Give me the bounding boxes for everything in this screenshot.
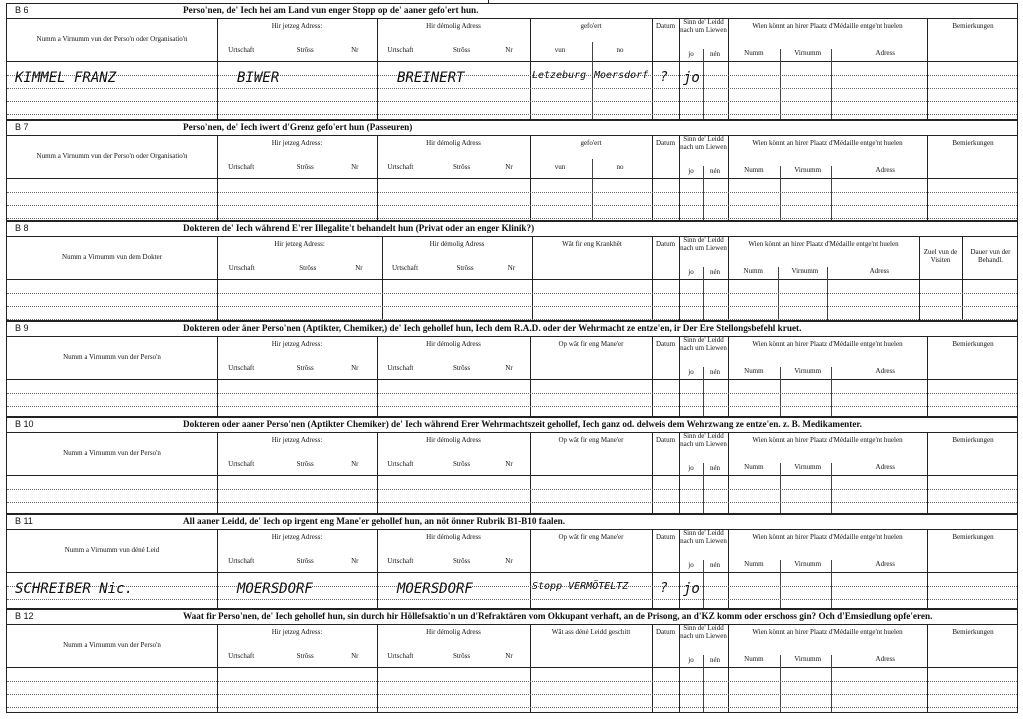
column-divider xyxy=(382,236,383,320)
column-former-address: Hir démolig Adress xyxy=(426,139,481,147)
column-divider xyxy=(679,18,680,119)
column-divider xyxy=(728,236,729,320)
column-divider xyxy=(217,18,218,119)
column-divider xyxy=(652,135,653,220)
column-divider xyxy=(679,529,680,608)
sub-adress-label: Adress xyxy=(875,463,895,471)
sub-numm-label: Numm xyxy=(743,267,763,275)
form-section-b-8 xyxy=(6,221,1018,321)
sub-vun-label: vun xyxy=(554,163,566,171)
sub-divider xyxy=(780,166,781,220)
column-alive: Sinn de' Leidd nach um Liewen xyxy=(680,336,727,352)
column-divider xyxy=(728,336,729,416)
column-divider xyxy=(652,18,653,119)
column-divider xyxy=(377,624,378,712)
section-header-row xyxy=(7,18,1017,62)
sub-divider xyxy=(780,367,781,416)
sub-divider xyxy=(780,463,781,513)
sub-adress-label: Adress xyxy=(875,655,895,663)
handwritten-alive-yes: jo xyxy=(683,70,700,86)
section-code: B 11 xyxy=(15,516,33,526)
section-title: Waat fir Perso'nen, de' Iech gehollef hun, sin durch hir Höllefsaktio'n un d'Refraktären vom Okkupant verhaft, an de Prisong, an d'KZ komm oder erschoss gin? Och d'Emsiedlung opfe'eren. xyxy=(183,611,933,621)
sub-divider xyxy=(592,159,593,220)
column-medal-recipient: Wien könnt an hirer Plaatz d'Médaille entge'nt huelen xyxy=(752,628,903,636)
sub-nr-label: Nr xyxy=(505,652,513,660)
sub-stross-label: Strôss xyxy=(452,557,471,565)
column-name-label: Numm a Virnumm vun der Perso'n xyxy=(63,449,161,457)
column-fourth-heading: Wât fir eng Krankhêt xyxy=(562,240,622,248)
sub-virnumm-label: Virnumm xyxy=(791,267,819,275)
writing-line xyxy=(7,218,1017,219)
column-remarks: Bemierkungen xyxy=(952,436,994,444)
form-section-b-12 xyxy=(6,609,1018,713)
sub-adress-label: Adress xyxy=(875,49,895,57)
section-title: Dokteren de' Iech während E'rer Illegalite't behandelt hun (Privat oder an enger Klinik?) xyxy=(183,223,535,233)
column-divider xyxy=(217,135,218,220)
section-title-bar xyxy=(7,515,1017,530)
column-medal-recipient: Wien könnt an hirer Plaatz d'Médaille entge'nt huelen xyxy=(748,240,899,248)
column-divider xyxy=(728,135,729,220)
sub-virnumm-label: Virnumm xyxy=(794,655,822,663)
sub-jo-label: jo xyxy=(688,268,694,276)
column-divider xyxy=(377,135,378,220)
sub-nen-label: nén xyxy=(709,368,721,376)
column-divider xyxy=(652,624,653,712)
column-divider xyxy=(679,432,680,513)
column-medal-recipient: Wien könnt an hirer Plaatz d'Médaille entge'nt huelen xyxy=(752,436,903,444)
sub-urtschaft-label: Urtschaft xyxy=(387,364,414,372)
sub-divider xyxy=(592,42,593,119)
column-divider xyxy=(652,236,653,320)
sub-virnumm-label: Virnumm xyxy=(794,166,822,174)
section-header-row xyxy=(7,336,1017,380)
handwritten-from: Letzeburg xyxy=(532,70,587,81)
column-datum: Datum xyxy=(655,436,676,444)
sub-numm-label: Numm xyxy=(744,166,764,174)
column-name-label: Numm a Virnumm vun dem Dokter xyxy=(62,253,162,261)
sub-stross-label: Strôss xyxy=(299,264,317,272)
sub-jo-label: jo xyxy=(688,464,694,472)
section-header-row xyxy=(7,529,1017,573)
handwritten-to: Moersdorf xyxy=(594,70,649,81)
column-name-label: Numm a Virnumm vun der Perso'n oder Organisatio'n xyxy=(36,152,188,160)
sub-urtschaft-label: Urtschaft xyxy=(387,460,414,468)
sub-divider xyxy=(831,655,832,712)
writing-line xyxy=(7,114,1017,115)
section-code: B 6 xyxy=(15,5,29,15)
column-divider xyxy=(530,432,531,513)
form-section-b-9 xyxy=(6,321,1018,417)
column-remarks: Bemierkungen xyxy=(952,628,994,636)
column-divider xyxy=(728,624,729,712)
column-former-address: Hir démolig Adress xyxy=(426,22,481,30)
writing-line xyxy=(7,681,1017,682)
column-divider xyxy=(927,135,928,220)
handwritten-alive-yes: jo xyxy=(683,581,700,597)
column-divider xyxy=(679,336,680,416)
column-medal-recipient: Wien könnt an hirer Plaatz d'Médaille entge'nt huelen xyxy=(752,533,903,541)
sub-urtschaft-label: Urtschaft xyxy=(228,46,255,54)
sub-nen-label: nén xyxy=(709,268,721,276)
sub-nr-label: Nr xyxy=(505,557,513,565)
column-divider xyxy=(927,624,928,712)
writing-line xyxy=(7,101,1017,102)
sub-adress-label: Adress xyxy=(875,560,895,568)
column-divider xyxy=(530,336,531,416)
sub-vun-label: vun xyxy=(554,46,566,54)
section-code: B 12 xyxy=(15,611,34,621)
sub-virnumm-label: Virnumm xyxy=(794,367,822,375)
handwritten-current-address: MOERSDORF xyxy=(237,581,313,597)
column-divider xyxy=(217,529,218,608)
column-divider xyxy=(217,336,218,416)
sub-jo-label: jo xyxy=(688,167,694,175)
sub-stross-label: Strôss xyxy=(452,46,471,54)
column-divider xyxy=(530,135,531,220)
section-header-row xyxy=(7,135,1017,179)
column-current-address: Hir jetzeg Adress: xyxy=(274,240,325,248)
column-divider xyxy=(927,18,928,119)
sub-jo-label: jo xyxy=(688,50,694,58)
sub-urtschaft-label: Urtschaft xyxy=(387,46,414,54)
column-divider xyxy=(377,336,378,416)
sub-numm-label: Numm xyxy=(744,49,764,57)
column-former-address: Hir démolig Adress xyxy=(426,340,481,348)
sub-jo-label: jo xyxy=(688,561,694,569)
column-current-address: Hir jetzeg Adress: xyxy=(271,139,323,147)
column-fourth-heading: Wât ass déné Leidd geschitt xyxy=(551,628,631,636)
handwritten-current-address: BIWER xyxy=(237,70,280,86)
sub-urtschaft-label: Urtschaft xyxy=(391,264,419,272)
sub-stross-label: Strôss xyxy=(296,557,314,565)
column-datum: Datum xyxy=(655,340,676,348)
section-title-bar xyxy=(7,322,1017,337)
column-visit-count: Zuel vun de Visiten xyxy=(923,248,958,264)
sub-jo-label: jo xyxy=(688,368,694,376)
column-divider xyxy=(652,529,653,608)
column-divider xyxy=(919,236,920,320)
section-code: B 7 xyxy=(15,122,29,132)
sub-urtschaft-label: Urtschaft xyxy=(228,264,255,272)
sub-numm-label: Numm xyxy=(744,463,764,471)
column-remarks: Bemierkungen xyxy=(952,533,994,541)
writing-line xyxy=(7,489,1017,490)
form-section-b-6 xyxy=(6,3,1018,120)
column-alive: Sinn de' Leidd nach um Liewen xyxy=(680,624,727,640)
section-title-bar xyxy=(7,610,1017,625)
column-divider xyxy=(927,529,928,608)
column-divider xyxy=(217,624,218,712)
section-title-bar xyxy=(7,222,1017,237)
section-title: Perso'nen, de' Iech iwert d'Grenz gefo'ert hun (Passeuren) xyxy=(183,122,413,132)
column-datum: Datum xyxy=(655,628,676,636)
sub-virnumm-label: Virnumm xyxy=(794,463,822,471)
sub-stross-label: Strôss xyxy=(296,163,314,171)
sub-divider xyxy=(831,166,832,220)
column-divider xyxy=(927,336,928,416)
column-alive: Sinn de' Leidd nach um Liewen xyxy=(680,135,727,151)
column-medal-recipient: Wien könnt an hirer Plaatz d'Médaille entge'nt huelen xyxy=(752,340,903,348)
sub-divider xyxy=(831,560,832,608)
sub-virnumm-label: Virnumm xyxy=(794,49,822,57)
column-divider xyxy=(530,18,531,119)
sub-nen-label: nén xyxy=(709,464,721,472)
column-divider xyxy=(927,432,928,513)
column-former-address: Hir démolig Adress xyxy=(426,628,481,636)
column-datum: Datum xyxy=(655,22,676,30)
column-fourth-heading: gefo'ert xyxy=(580,139,602,147)
column-medal-recipient: Wien könnt an hirer Plaatz d'Médaille entge'nt huelen xyxy=(752,22,903,30)
writing-line xyxy=(7,707,1017,708)
sub-urtschaft-label: Urtschaft xyxy=(387,557,414,565)
sub-stross-label: Strôss xyxy=(296,652,314,660)
handwritten-date: ? xyxy=(660,70,668,85)
column-name-label: Numm a Virnumm vun déné Leid xyxy=(64,546,160,554)
section-code: B 8 xyxy=(15,223,29,233)
section-code: B 9 xyxy=(15,323,29,333)
section-title: All aaner Leidd, de' Iech op irgent eng Mane'er gehollef hun, an nöt önner Rubrik B1-B10 faalen. xyxy=(183,516,566,526)
handwritten-name: KIMMEL FRANZ xyxy=(15,70,117,86)
column-fourth-heading: Op wât fir eng Mane'er xyxy=(558,340,624,348)
writing-line xyxy=(7,293,1017,294)
column-divider xyxy=(217,432,218,513)
sub-stross-label: Strôss xyxy=(296,460,314,468)
sub-nen-label: nén xyxy=(709,167,721,175)
column-alive: Sinn de' Leidd nach um Liewen xyxy=(680,432,727,448)
sub-no-label: no xyxy=(616,163,624,171)
column-current-address: Hir jetzeg Adress: xyxy=(271,628,323,636)
form-section-b-10 xyxy=(6,417,1018,514)
column-name-label: Numm a Virnumm vun der Perso'n xyxy=(63,353,161,361)
writing-line xyxy=(7,406,1017,407)
column-divider xyxy=(652,432,653,513)
sub-urtschaft-label: Urtschaft xyxy=(228,163,255,171)
sub-divider xyxy=(780,560,781,608)
sub-divider xyxy=(831,49,832,119)
column-current-address: Hir jetzeg Adress: xyxy=(271,22,323,30)
sub-stross-label: Strôss xyxy=(452,163,471,171)
writing-line xyxy=(7,88,1017,89)
writing-line xyxy=(7,192,1017,193)
column-current-address: Hir jetzeg Adress: xyxy=(271,533,323,541)
sub-nen-label: nén xyxy=(709,50,721,58)
sub-urtschaft-label: Urtschaft xyxy=(228,557,255,565)
sub-nen-label: nén xyxy=(709,656,721,664)
sub-urtschaft-label: Urtschaft xyxy=(228,460,255,468)
sub-nr-label: Nr xyxy=(351,460,359,468)
column-divider xyxy=(377,18,378,119)
column-divider xyxy=(377,432,378,513)
section-title-bar xyxy=(7,4,1017,19)
sub-jo-label: jo xyxy=(688,656,694,664)
sub-nr-label: Nr xyxy=(351,46,359,54)
writing-line xyxy=(7,502,1017,503)
column-divider xyxy=(679,624,680,712)
sub-nr-label: Nr xyxy=(505,163,513,171)
handwritten-name: SCHREIBER Nic. xyxy=(15,581,134,597)
sub-stross-label: Strôss xyxy=(452,652,471,660)
sub-nr-label: Nr xyxy=(505,364,513,372)
column-divider xyxy=(652,336,653,416)
sub-nr-label: Nr xyxy=(355,264,363,272)
column-current-address: Hir jetzeg Adress: xyxy=(271,436,323,444)
sub-divider xyxy=(831,367,832,416)
sub-divider xyxy=(780,655,781,712)
writing-line xyxy=(7,319,1017,320)
sub-divider xyxy=(703,367,704,416)
column-name-label: Numm a Virnumm vun der Perso'n xyxy=(63,641,161,649)
sub-nr-label: Nr xyxy=(351,163,359,171)
sub-divider xyxy=(831,463,832,513)
column-divider xyxy=(962,236,963,320)
column-alive: Sinn de' Leidd nach um Liewen xyxy=(680,236,727,252)
handwritten-former-address: MOERSDORF xyxy=(397,581,473,597)
section-title-bar xyxy=(7,418,1017,433)
writing-line xyxy=(7,694,1017,695)
column-alive: Sinn de' Leidd nach um Liewen xyxy=(680,18,727,34)
sub-urtschaft-label: Urtschaft xyxy=(228,364,255,372)
column-divider xyxy=(728,18,729,119)
column-fourth-heading: gefo'ert xyxy=(580,22,602,30)
sub-nen-label: nén xyxy=(709,561,721,569)
sub-numm-label: Numm xyxy=(744,655,764,663)
sub-divider xyxy=(703,49,704,119)
writing-line xyxy=(7,306,1017,307)
form-section-b-7 xyxy=(6,120,1018,221)
column-divider xyxy=(728,432,729,513)
sub-nr-label: Nr xyxy=(351,652,359,660)
column-divider xyxy=(728,529,729,608)
sub-no-label: no xyxy=(616,46,624,54)
sub-nr-label: Nr xyxy=(505,46,513,54)
writing-line xyxy=(7,393,1017,394)
column-divider xyxy=(377,529,378,608)
column-remarks: Bemierkungen xyxy=(952,22,994,30)
sub-adress-label: Adress xyxy=(875,367,895,375)
column-treatment-duration: Dauer vun der Behandl. xyxy=(970,248,1011,264)
sub-nr-label: Nr xyxy=(351,364,359,372)
sub-divider xyxy=(703,655,704,712)
column-former-address: Hir démolig Adress xyxy=(429,240,485,248)
column-former-address: Hir démolig Adress xyxy=(426,436,481,444)
sub-urtschaft-label: Urtschaft xyxy=(228,652,255,660)
handwritten-former-address: BREINERT xyxy=(397,70,465,86)
handwritten-date: ? xyxy=(660,581,668,596)
column-divider xyxy=(679,236,680,320)
sub-divider xyxy=(703,463,704,513)
sub-adress-label: Adress xyxy=(875,166,895,174)
sub-urtschaft-label: Urtschaft xyxy=(387,652,414,660)
column-former-address: Hir démolig Adress xyxy=(426,533,481,541)
writing-line xyxy=(7,205,1017,206)
section-header-row xyxy=(7,236,1017,280)
sub-numm-label: Numm xyxy=(744,560,764,568)
column-divider xyxy=(217,236,218,320)
section-header-row xyxy=(7,624,1017,668)
sub-divider xyxy=(703,560,704,608)
sub-divider xyxy=(703,166,704,220)
sub-stross-label: Strôss xyxy=(452,460,471,468)
writing-line xyxy=(7,599,1017,600)
section-header-row xyxy=(7,432,1017,476)
sub-virnumm-label: Virnumm xyxy=(794,560,822,568)
column-datum: Datum xyxy=(655,139,676,147)
column-remarks: Bemierkungen xyxy=(952,340,994,348)
column-datum: Datum xyxy=(655,533,676,541)
column-current-address: Hir jetzeg Adress: xyxy=(271,340,323,348)
sub-divider xyxy=(780,49,781,119)
sub-stross-label: Strôss xyxy=(296,46,314,54)
section-code: B 10 xyxy=(15,419,34,429)
sub-nr-label: Nr xyxy=(351,557,359,565)
sub-urtschaft-label: Urtschaft xyxy=(387,163,414,171)
section-title-bar xyxy=(7,121,1017,136)
section-title: Dokteren oder äner Perso'nen (Aptikter, Chemiker,) de' Iech gehollef hun, Iech dem R.A.D. oder der Wehrmacht ze entze'en, ir Der Ere Stellongsbefehl kruet. xyxy=(183,323,802,333)
column-fourth-heading: Op wât fir eng Mane'er xyxy=(558,436,624,444)
column-divider xyxy=(530,624,531,712)
sub-adress-label: Adress xyxy=(869,267,890,275)
sub-stross-label: Strôss xyxy=(452,364,471,372)
column-medal-recipient: Wien könnt an hirer Plaatz d'Médaille entge'nt huelen xyxy=(752,139,903,147)
column-fourth-heading: Op wât fir eng Mane'er xyxy=(558,533,624,541)
column-divider xyxy=(532,236,533,320)
sub-nr-label: Nr xyxy=(505,460,513,468)
sub-stross-label: Strôss xyxy=(296,364,314,372)
sub-stross-label: Strôss xyxy=(456,264,474,272)
column-remarks: Bemierkungen xyxy=(952,139,994,147)
section-title: Perso'nen, de' Iech hei am Land vun enger Stopp op de' aaner gefo'ert hun. xyxy=(183,5,479,15)
form-section-b-11 xyxy=(6,514,1018,609)
sub-nr-label: Nr xyxy=(507,264,516,272)
column-name-label: Numm a Virnumm vun der Perso'n oder Organisatio'n xyxy=(36,35,188,43)
column-datum: Datum xyxy=(655,240,676,248)
column-divider xyxy=(679,135,680,220)
handwritten-manner: Stopp VERMÖTELTZ xyxy=(532,581,629,592)
section-title: Dokteren oder aaner Perso'nen (Aptikter Chemiker) de' Iech während Erer Wehrmachtszeit gehollef, Iech ganz od. delweis dem Wehrzwang ze entze'en. z. B. Medikamenter. xyxy=(183,419,862,429)
column-alive: Sinn de' Leidd nach um Liewen xyxy=(680,529,727,545)
sub-numm-label: Numm xyxy=(744,367,764,375)
